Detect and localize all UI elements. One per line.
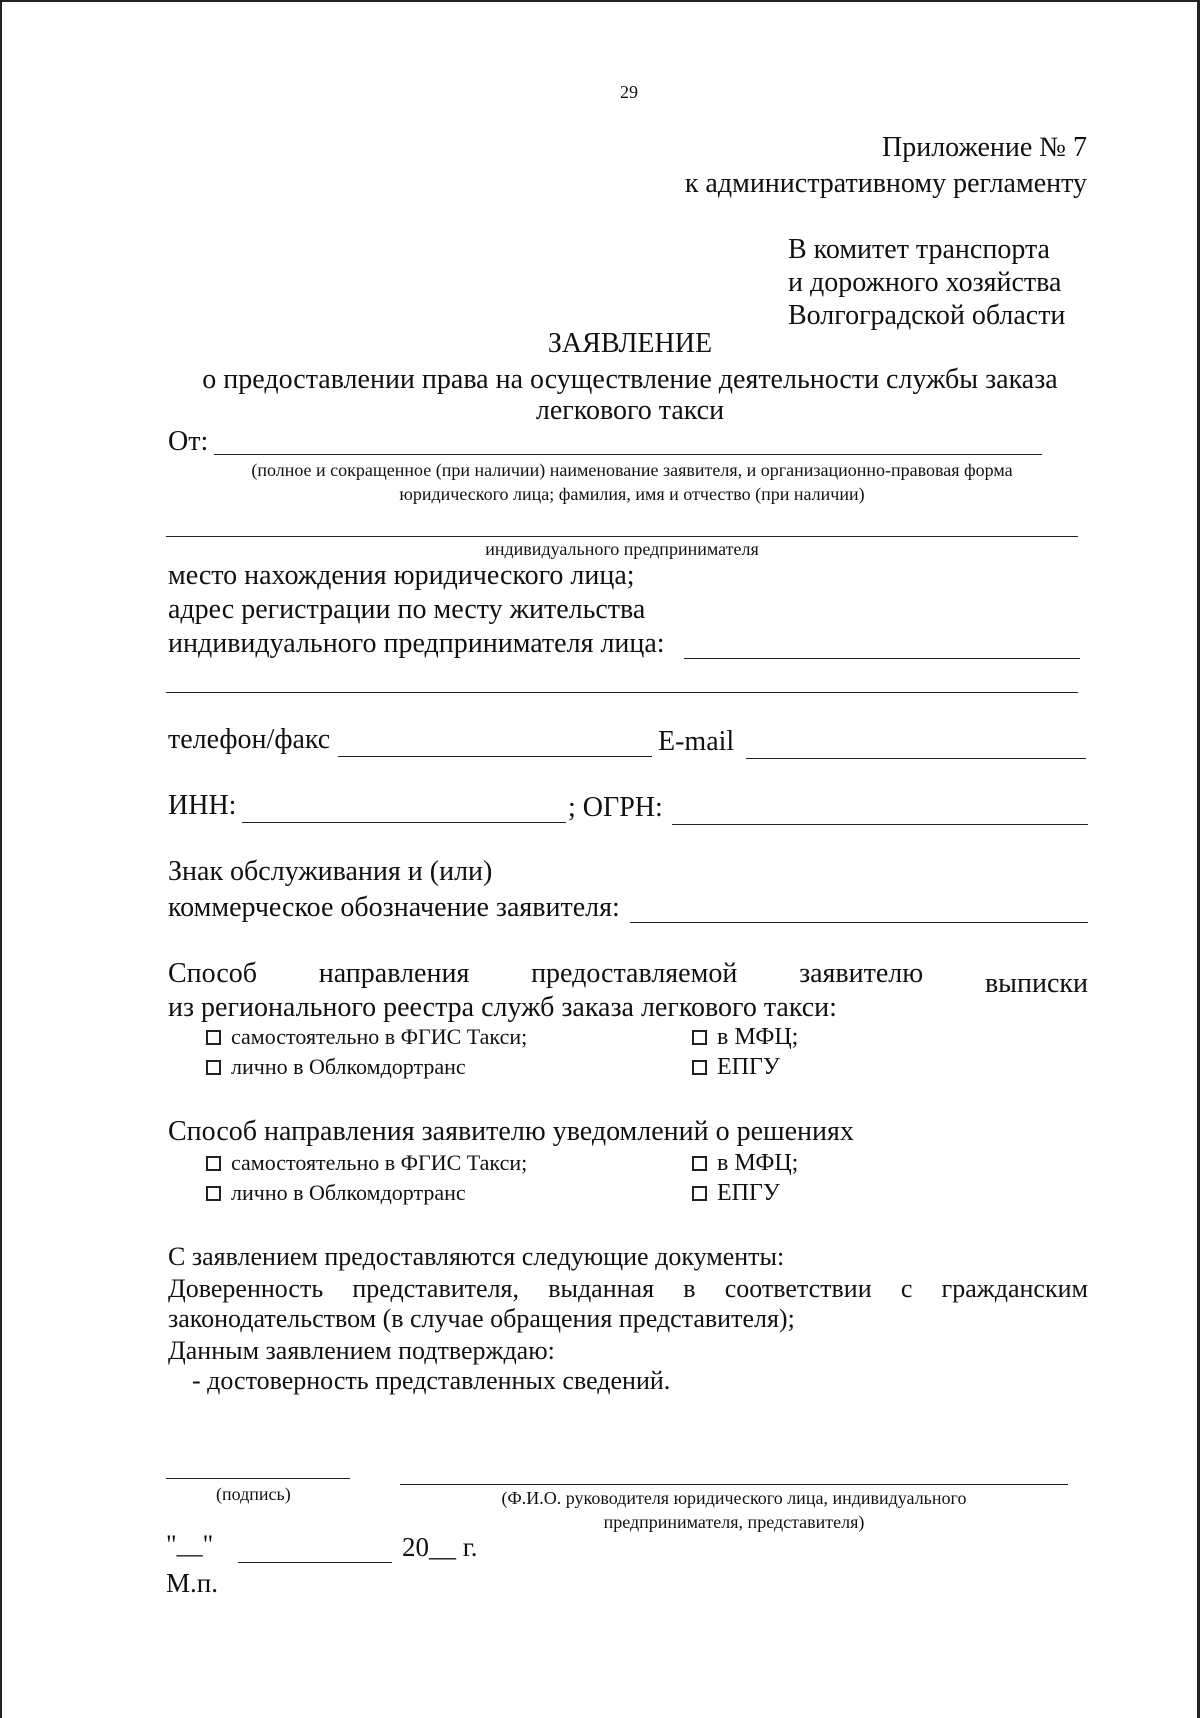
extract-personal-checkbox[interactable]	[206, 1060, 221, 1075]
addressee-line-3: Волгоградской области	[788, 300, 1066, 331]
notify-option-personal[interactable]	[206, 1180, 466, 1206]
addressee-line-1: В комитет транспорта	[788, 234, 1050, 265]
extract-mfc-checkbox[interactable]	[692, 1030, 707, 1045]
extract-epgu-checkbox[interactable]	[692, 1060, 707, 1075]
email-label: E-mail	[658, 726, 735, 757]
documents-line-4: Данным заявлением подтверждаю:	[168, 1336, 555, 1365]
email-field-line[interactable]	[746, 758, 1086, 759]
notify-method-title: Способ направления заявителю уведомлений о решениях	[168, 1116, 854, 1147]
extract-word: направления	[318, 958, 470, 989]
phone-label: телефон/факс	[168, 724, 331, 755]
notify-fgis-label: самостоятельно в ФГИС Такси;	[231, 1150, 528, 1175]
extract-option-epgu[interactable]	[692, 1054, 780, 1081]
notify-fgis-checkbox[interactable]	[206, 1156, 221, 1171]
extract-option-personal[interactable]	[206, 1054, 466, 1080]
from-hint-3: индивидуального предпринимателя	[485, 539, 759, 559]
documents-line-1: С заявлением предоставляются следующие документы:	[168, 1242, 785, 1271]
from-field-line-2[interactable]	[166, 536, 1078, 537]
document-subtitle-1: о предоставлении права на осуществление деятельности службы заказа	[202, 364, 1058, 395]
extract-method-line-2: из регионального реестра служб заказа легкового такси:	[168, 992, 837, 1023]
documents-word: гражданским	[941, 1274, 1088, 1303]
notify-mfc-label: в МФЦ;	[717, 1150, 799, 1176]
extract-personal-label: лично в Облкомдортранс	[231, 1054, 466, 1079]
appendix-reference: к административному регламенту	[684, 168, 1087, 199]
documents-line-5: - достоверность представленных сведений.	[192, 1366, 671, 1395]
fio-hint-1: (Ф.И.О. руководителя юридического лица, индивидуального	[501, 1488, 967, 1508]
inn-label: ИНН:	[168, 790, 237, 821]
extract-epgu-label: ЕПГУ	[717, 1054, 780, 1080]
document-subtitle-2: легкового такси	[535, 395, 725, 426]
page-number: 29	[620, 82, 638, 102]
extract-fgis-label: самостоятельно в ФГИС Такси;	[231, 1024, 528, 1049]
from-hint-1: (полное и сокращенное (при наличии) наименование заявителя, и организационно-правовая форма	[251, 460, 1013, 480]
extract-word: предоставляемой	[531, 958, 738, 989]
notify-personal-label: лично в Облкомдортранс	[231, 1180, 466, 1205]
notify-epgu-label: ЕПГУ	[717, 1180, 780, 1206]
documents-word: Доверенность	[168, 1274, 324, 1303]
address-line-2: адрес регистрации по месту жительства	[168, 594, 646, 625]
extract-word: Способ	[168, 958, 258, 989]
date-year: 20__ г.	[402, 1532, 478, 1562]
documents-word: в	[683, 1274, 696, 1303]
signature-line[interactable]	[166, 1478, 350, 1479]
notify-mfc-checkbox[interactable]	[692, 1156, 707, 1171]
service-mark-line-1: Знак обслуживания и (или)	[168, 856, 493, 887]
documents-line-2	[168, 1274, 1088, 1304]
ogrn-field-line[interactable]	[672, 824, 1088, 825]
notify-option-fgis[interactable]	[206, 1150, 527, 1176]
extract-mfc-label: в МФЦ;	[717, 1024, 799, 1050]
address-line-3: индивидуального предпринимателя лица:	[168, 628, 665, 659]
service-mark-field-line[interactable]	[630, 922, 1088, 923]
documents-word: выданная	[548, 1274, 655, 1303]
fio-line[interactable]	[400, 1484, 1068, 1485]
document-title: ЗАЯВЛЕНИЕ	[547, 328, 713, 359]
addressee-line-2: и дорожного хозяйства	[788, 267, 1062, 298]
address-line-1: место нахождения юридического лица;	[168, 560, 635, 591]
appendix-number: Приложение № 7	[882, 132, 1087, 163]
from-field-line[interactable]	[214, 454, 1042, 455]
stamp-label: М.п.	[166, 1568, 218, 1598]
extract-word: заявителю	[799, 958, 924, 989]
extract-option-fgis[interactable]	[206, 1024, 527, 1050]
signature-hint: (подпись)	[216, 1484, 291, 1504]
documents-word: соответствии	[724, 1274, 872, 1303]
extract-method-title	[168, 958, 1088, 999]
notify-option-mfc[interactable]	[692, 1150, 798, 1177]
from-hint-2: юридического лица; фамилия, имя и отчество (при наличии)	[399, 484, 865, 504]
service-mark-line-2: коммерческое обозначение заявителя:	[168, 892, 620, 923]
ogrn-label: ; ОГРН:	[568, 792, 663, 823]
date-month-line[interactable]	[238, 1562, 392, 1563]
notify-option-epgu[interactable]	[692, 1180, 780, 1207]
extract-option-mfc[interactable]	[692, 1024, 798, 1051]
address-field-line-2[interactable]	[166, 692, 1078, 693]
inn-field-line[interactable]	[242, 822, 566, 823]
notify-epgu-checkbox[interactable]	[692, 1186, 707, 1201]
extract-word: выписки	[984, 968, 1088, 999]
address-field-line[interactable]	[684, 658, 1080, 659]
documents-word: представителя,	[352, 1274, 520, 1303]
documents-line-3: законодательством (в случае обращения представителя);	[168, 1304, 795, 1333]
date-day: "__"	[166, 1530, 214, 1559]
phone-field-line[interactable]	[338, 756, 652, 757]
fio-hint-2: предпринимателя, представителя)	[603, 1512, 865, 1532]
extract-fgis-checkbox[interactable]	[206, 1030, 221, 1045]
from-label: От:	[168, 426, 209, 457]
documents-word: с	[900, 1274, 913, 1303]
notify-personal-checkbox[interactable]	[206, 1186, 221, 1201]
